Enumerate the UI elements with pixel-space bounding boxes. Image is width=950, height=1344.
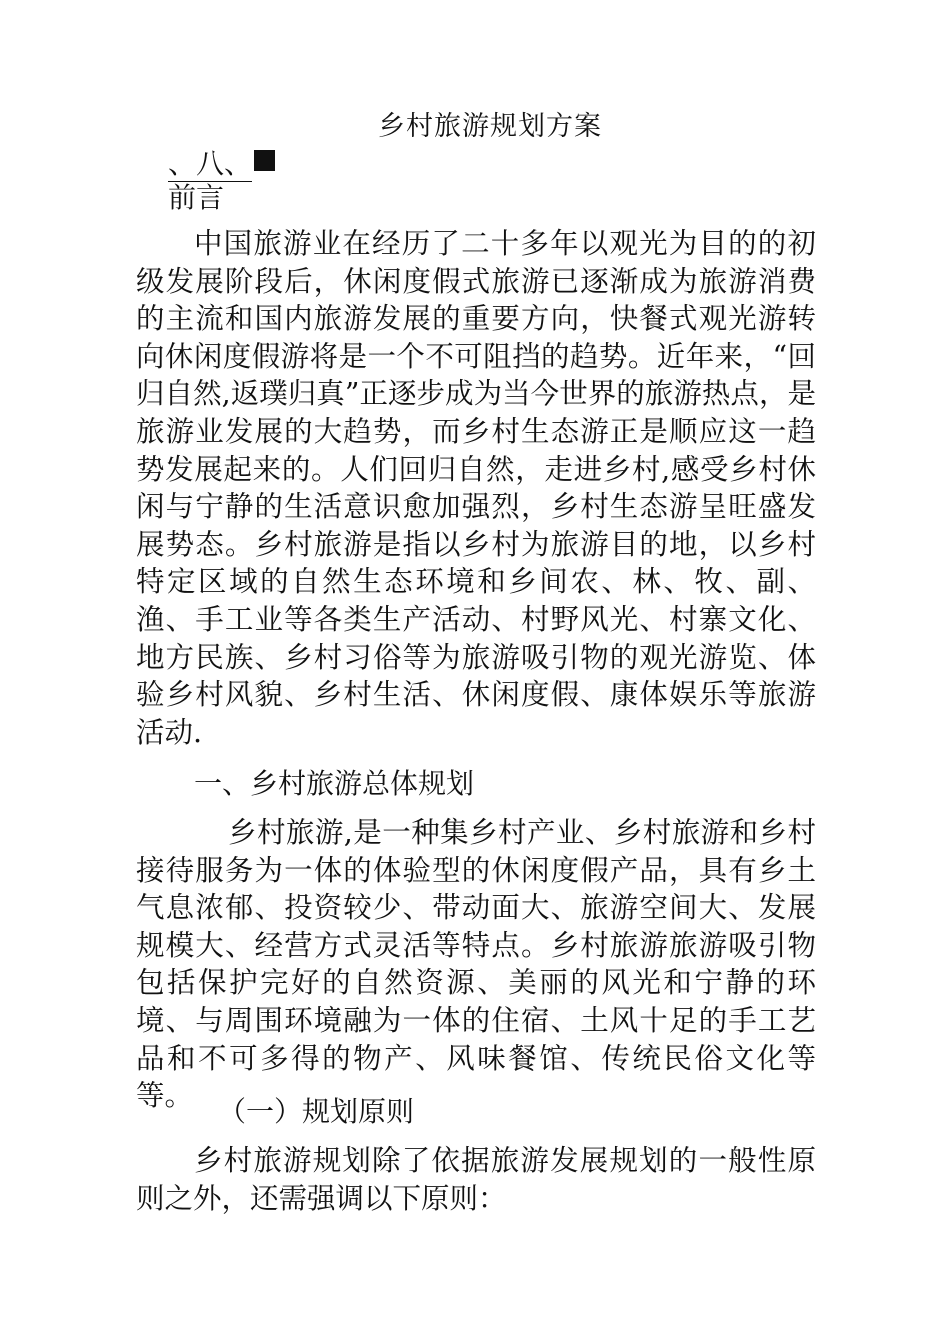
paragraph-principles-intro: 乡村旅游规划除了依据旅游发展规划的一般性原则之外，还需强调以下原则： (136, 1144, 816, 1215)
ordinal-marks: 、八、 (168, 147, 253, 180)
document-title: 乡村旅游规划方案 (378, 111, 602, 142)
paragraph-rural-tourism-definition: 乡村旅游,是一种集乡村产业、乡村旅游和乡村接待服务为一体的体验型的休闲度假产品，具有乡土气息浓郁、投资较少、带动面大、旅游空间大、发展规模大、经营方式灵活等特点。乡村旅游旅游吸引物包括保护完好的自然资源、美丽的风光和宁静的环境、与周围环境融为一体的住宿、土风十足的手工艺品和不可多得的物产、风味餐馆、传统民俗文化等等。 (136, 816, 816, 1113)
black-square-icon (254, 150, 275, 171)
subsection-heading-principles: （一）规划原则 (218, 1095, 415, 1128)
paragraph-intro: 中国旅游业在经历了二十多年以观光为目的的初级发展阶段后，休闲度假式旅游已逐渐成为旅游消费的主流和国内旅游发展的重要方向，快餐式观光游转向休闲度假游将是一个不可阻挡的趋势。近年来，“回归自然,返璞归真”正逐步成为当今世界的旅游热点，是旅游业发展的大趋势，而乡村生态游正是顺应这一趋势发展起来的。人们回归自然，走进乡村,感受乡村休闲与宁静的生活意识愈加强烈，乡村生态游呈旺盛发展势态。乡村旅游是指以乡村为旅游目的地，以乡村特定区域的自然生态环境和乡间农、林、牧、副、渔、手工业等各类生产活动、村野风光、村寨文化、地方民族、乡村习俗等为旅游吸引物的观光游览、体验乡村风貌、乡村生活、休闲度假、康体娱乐等旅游活动. (136, 227, 816, 749)
preface-heading: 前言 (168, 181, 225, 214)
section-heading-overall-plan: 一、乡村旅游总体规划 (194, 767, 475, 800)
